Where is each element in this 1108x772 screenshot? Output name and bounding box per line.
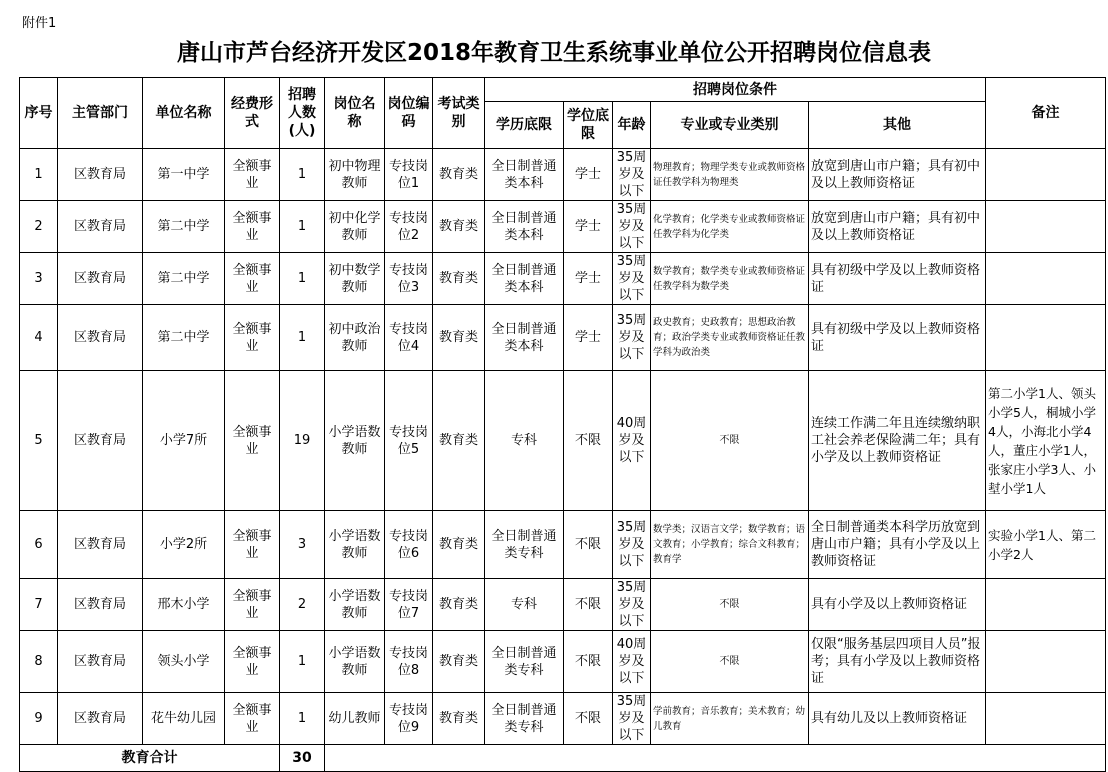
- cell-seq: 8: [20, 631, 58, 693]
- header-count: 招聘人数(人): [280, 78, 325, 149]
- cell-funding: 全额事业: [225, 693, 280, 745]
- header-major: 专业或专业类别: [651, 102, 809, 149]
- cell-other: 具有初级中学及以上教师资格证: [809, 253, 986, 305]
- cell-department: 区教育局: [58, 693, 143, 745]
- cell-funding: 全额事业: [225, 631, 280, 693]
- cell-funding: 全额事业: [225, 305, 280, 371]
- cell-exam: 教育类: [433, 631, 485, 693]
- cell-unit: 第二中学: [143, 253, 225, 305]
- cell-age: 35周岁及以下: [613, 201, 651, 253]
- cell-funding: 全额事业: [225, 371, 280, 511]
- cell-funding: 全额事业: [225, 579, 280, 631]
- cell-major: 数学教育；数学类专业或教师资格证任教学科为数学类: [651, 253, 809, 305]
- cell-count: 2: [280, 579, 325, 631]
- cell-code: 专技岗位7: [385, 579, 433, 631]
- cell-other: 具有幼儿及以上教师资格证: [809, 693, 986, 745]
- header-funding: 经费形式: [225, 78, 280, 149]
- cell-department: 区教育局: [58, 631, 143, 693]
- cell-code: 专技岗位9: [385, 693, 433, 745]
- cell-code: 专技岗位6: [385, 511, 433, 579]
- cell-position: 初中政治教师: [325, 305, 385, 371]
- cell-count: 19: [280, 371, 325, 511]
- header-department: 主管部门: [58, 78, 143, 149]
- cell-education: 全日制普通类专科: [485, 693, 564, 745]
- table-row: [20, 305, 1106, 371]
- cell-funding: 全额事业: [225, 201, 280, 253]
- cell-position: 初中物理教师: [325, 149, 385, 201]
- cell-department: 区教育局: [58, 579, 143, 631]
- total-empty: [325, 745, 1106, 772]
- cell-age: 35周岁及以下: [613, 149, 651, 201]
- cell-education: 全日制普通类本科: [485, 253, 564, 305]
- page-title: 唐山市芦台经济开发区2018年教育卫生系统事业单位公开招聘岗位信息表: [176, 40, 931, 66]
- cell-degree: 学士: [564, 201, 613, 253]
- cell-seq: 4: [20, 305, 58, 371]
- cell-age: 40周岁及以下: [613, 631, 651, 693]
- cell-other: 仅限“服务基层四项目人员”报考；具有小学及以上教师资格证: [809, 631, 986, 693]
- table-row: [20, 371, 1106, 511]
- cell-unit: 第二中学: [143, 201, 225, 253]
- cell-unit: 第二中学: [143, 305, 225, 371]
- cell-count: 1: [280, 149, 325, 201]
- cell-other: 全日制普通类本科学历放宽到唐山市户籍；具有小学及以上教师资格证: [809, 511, 986, 579]
- cell-seq: 5: [20, 371, 58, 511]
- cell-major: 不限: [651, 631, 809, 693]
- cell-code: 专技岗位3: [385, 253, 433, 305]
- cell-exam: 教育类: [433, 371, 485, 511]
- cell-funding: 全额事业: [225, 511, 280, 579]
- cell-exam: 教育类: [433, 693, 485, 745]
- cell-remarks: [986, 149, 1106, 201]
- header-conditions: 招聘岗位条件: [485, 78, 986, 102]
- cell-exam: 教育类: [433, 511, 485, 579]
- cell-education: 专科: [485, 371, 564, 511]
- cell-major: 数学类；汉语言文学；数学教育；语文教育；小学教育；综合文科教育；教育学: [651, 511, 809, 579]
- cell-position: 小学语数教师: [325, 631, 385, 693]
- cell-age: 35周岁及以下: [613, 253, 651, 305]
- cell-education: 专科: [485, 579, 564, 631]
- cell-position: 小学语数教师: [325, 579, 385, 631]
- cell-remarks: [986, 693, 1106, 745]
- cell-unit: 第一中学: [143, 149, 225, 201]
- total-label: 教育合计: [20, 745, 280, 772]
- table-row: [20, 201, 1106, 253]
- cell-degree: 学士: [564, 253, 613, 305]
- cell-unit: 小学7所: [143, 371, 225, 511]
- cell-age: 35周岁及以下: [613, 305, 651, 371]
- cell-count: 1: [280, 305, 325, 371]
- cell-other: 放宽到唐山市户籍；具有初中及以上教师资格证: [809, 149, 986, 201]
- cell-seq: 2: [20, 201, 58, 253]
- cell-remarks: [986, 253, 1106, 305]
- header-other: 其他: [809, 102, 986, 149]
- cell-count: 3: [280, 511, 325, 579]
- cell-code: 专技岗位8: [385, 631, 433, 693]
- recruitment-table: [19, 77, 1106, 772]
- cell-department: 区教育局: [58, 305, 143, 371]
- header-unit: 单位名称: [143, 78, 225, 149]
- cell-remarks: [986, 201, 1106, 253]
- cell-position: 幼儿教师: [325, 693, 385, 745]
- cell-remarks: [986, 305, 1106, 371]
- cell-count: 1: [280, 693, 325, 745]
- cell-funding: 全额事业: [225, 253, 280, 305]
- table-row: [20, 579, 1106, 631]
- cell-major: 政史教育；史政教育；思想政治教育；政治学类专业或教师资格证任教学科为政治类: [651, 305, 809, 371]
- cell-exam: 教育类: [433, 253, 485, 305]
- header-remarks: 备注: [986, 78, 1106, 149]
- cell-exam: 教育类: [433, 201, 485, 253]
- cell-education: 全日制普通类本科: [485, 305, 564, 371]
- cell-seq: 3: [20, 253, 58, 305]
- cell-remarks: [986, 631, 1106, 693]
- cell-department: 区教育局: [58, 511, 143, 579]
- cell-remarks: [986, 579, 1106, 631]
- cell-code: 专技岗位2: [385, 201, 433, 253]
- cell-seq: 6: [20, 511, 58, 579]
- cell-position: 初中数学教师: [325, 253, 385, 305]
- cell-education: 全日制普通类专科: [485, 631, 564, 693]
- cell-age: 35周岁及以下: [613, 511, 651, 579]
- cell-unit: 花牛幼儿园: [143, 693, 225, 745]
- cell-age: 40周岁及以下: [613, 371, 651, 511]
- header-age: 年龄: [613, 102, 651, 149]
- cell-major: 学前教育；音乐教育；美术教育；幼儿教育: [651, 693, 809, 745]
- cell-department: 区教育局: [58, 149, 143, 201]
- cell-other: 连续工作满二年且连续缴纳职工社会养老保险满二年；具有小学及以上教师资格证: [809, 371, 986, 511]
- table-row: [20, 149, 1106, 201]
- cell-code: 专技岗位1: [385, 149, 433, 201]
- cell-degree: 学士: [564, 305, 613, 371]
- cell-code: 专技岗位5: [385, 371, 433, 511]
- cell-department: 区教育局: [58, 253, 143, 305]
- cell-seq: 1: [20, 149, 58, 201]
- cell-major: 不限: [651, 371, 809, 511]
- cell-position: 小学语数教师: [325, 511, 385, 579]
- cell-education: 全日制普通类专科: [485, 511, 564, 579]
- cell-exam: 教育类: [433, 149, 485, 201]
- cell-major: 物理教育；物理学类专业或教师资格证任教学科为物理类: [651, 149, 809, 201]
- cell-department: 区教育局: [58, 201, 143, 253]
- cell-funding: 全额事业: [225, 149, 280, 201]
- cell-other: 放宽到唐山市户籍；具有初中及以上教师资格证: [809, 201, 986, 253]
- cell-position: 初中化学教师: [325, 201, 385, 253]
- cell-seq: 9: [20, 693, 58, 745]
- table-row: [20, 253, 1106, 305]
- cell-exam: 教育类: [433, 305, 485, 371]
- cell-other: 具有初级中学及以上教师资格证: [809, 305, 986, 371]
- cell-degree: 不限: [564, 631, 613, 693]
- cell-unit: 小学2所: [143, 511, 225, 579]
- cell-unit: 领头小学: [143, 631, 225, 693]
- cell-remarks: 第二小学1人、领头小学5人，桐城小学4人，小海北小学4人，董庄小学1人，张家庄小学3人、小堼小学1人: [986, 371, 1106, 511]
- header-position: 岗位名称: [325, 78, 385, 149]
- cell-remarks: 实验小学1人、第二小学2人: [986, 511, 1106, 579]
- cell-department: 区教育局: [58, 371, 143, 511]
- cell-age: 35周岁及以下: [613, 693, 651, 745]
- table-row: [20, 631, 1106, 693]
- header-code: 岗位编码: [385, 78, 433, 149]
- header-education: 学历底限: [485, 102, 564, 149]
- cell-seq: 7: [20, 579, 58, 631]
- cell-education: 全日制普通类本科: [485, 201, 564, 253]
- cell-unit: 邢木小学: [143, 579, 225, 631]
- cell-degree: 不限: [564, 511, 613, 579]
- cell-degree: 不限: [564, 371, 613, 511]
- cell-count: 1: [280, 631, 325, 693]
- cell-count: 1: [280, 201, 325, 253]
- cell-education: 全日制普通类本科: [485, 149, 564, 201]
- header-degree: 学位底限: [564, 102, 613, 149]
- cell-major: 化学教育；化学类专业或教师资格证任教学科为化学类: [651, 201, 809, 253]
- cell-degree: 不限: [564, 693, 613, 745]
- cell-other: 具有小学及以上教师资格证: [809, 579, 986, 631]
- cell-degree: 学士: [564, 149, 613, 201]
- cell-position: 小学语数教师: [325, 371, 385, 511]
- cell-major: 不限: [651, 579, 809, 631]
- cell-count: 1: [280, 253, 325, 305]
- attachment-label: 附件1: [22, 16, 57, 31]
- header-exam: 考试类别: [433, 78, 485, 149]
- cell-degree: 不限: [564, 579, 613, 631]
- cell-code: 专技岗位4: [385, 305, 433, 371]
- header-seq: 序号: [20, 78, 58, 149]
- cell-exam: 教育类: [433, 579, 485, 631]
- table-row: [20, 693, 1106, 745]
- total-value: 30: [280, 745, 325, 772]
- table-row: [20, 511, 1106, 579]
- cell-age: 35周岁及以下: [613, 579, 651, 631]
